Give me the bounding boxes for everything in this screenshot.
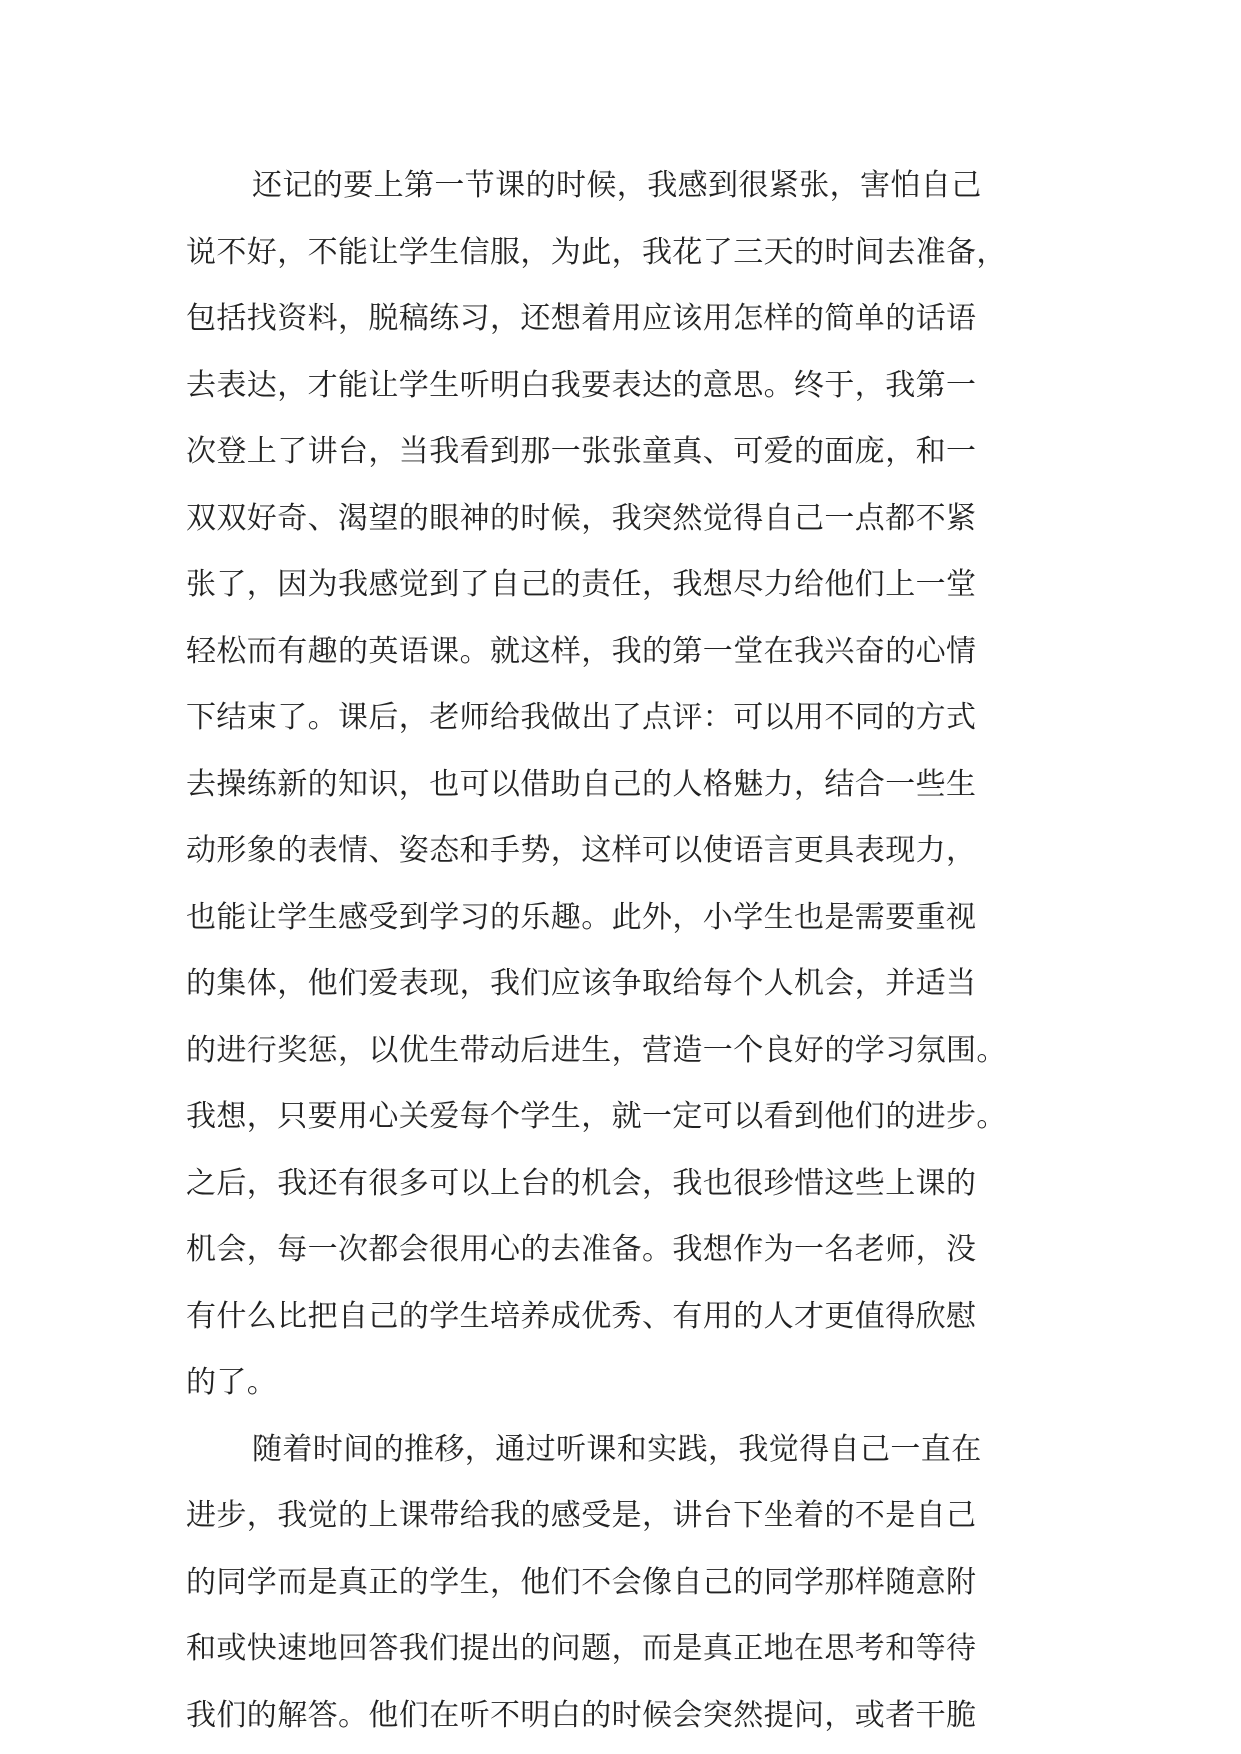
paragraph-1-line-15: 我想，只要用心关爱每个学生，就一定可以看到他们的进步。 bbox=[186, 1099, 1007, 1134]
paragraph-1-line-1: 还记的要上第一节课的时候，我感到很紧张，害怕自己 bbox=[252, 168, 982, 203]
paragraph-1-line-5: 次登上了讲台，当我看到那一张张童真、可爱的面庞，和一 bbox=[186, 434, 977, 469]
paragraph-1-line-16: 之后，我还有很多可以上台的机会，我也很珍惜这些上课的 bbox=[186, 1165, 977, 1201]
paragraph-2-line-5: 我们的解答。他们在听不明白的时候会突然提问，或者干脆 bbox=[186, 1697, 977, 1733]
paragraph-1-line-10: 去操练新的知识，也可以借助自己的人格魅力，结合一些生 bbox=[186, 766, 977, 802]
paragraph-2-line-1: 随着时间的推移，通过听课和实践，我觉得自己一直在 bbox=[252, 1431, 982, 1467]
body-text bbox=[186, 153, 1051, 1749]
paragraph-1-line-19: 的了。 bbox=[186, 1365, 278, 1400]
paragraph-1-line-11: 动形象的表情、姿态和手势，这样可以使语言更具表现力， bbox=[186, 833, 977, 868]
paragraph-2-line-2: 进步，我觉的上课带给我的感受是，讲台下坐着的不是自己 bbox=[186, 1498, 977, 1533]
paragraph-1-line-14: 的进行奖惩，以优生带动后进生，营造一个良好的学习氛围。 bbox=[186, 1032, 1007, 1068]
paragraph-1-line-7: 张了，因为我感觉到了自己的责任，我想尽力给他们上一堂 bbox=[186, 567, 977, 602]
paragraph-1-line-9: 下结束了。课后，老师给我做出了点评：可以用不同的方式 bbox=[186, 700, 977, 735]
paragraph-1-line-13: 的集体，他们爱表现，我们应该争取给每个人机会，并适当 bbox=[186, 966, 977, 1001]
paragraph-1-line-6: 双双好奇、渴望的眼神的时候，我突然觉得自己一点都不紧 bbox=[186, 500, 977, 536]
paragraph-1-line-8: 轻松而有趣的英语课。就这样，我的第一堂在我兴奋的心情 bbox=[186, 633, 977, 669]
paragraph-1-line-4: 去表达，才能让学生听明白我要表达的意思。终于，我第一 bbox=[186, 367, 977, 403]
paragraph-1-line-17: 机会，每一次都会很用心的去准备。我想作为一名老师，没 bbox=[186, 1232, 977, 1267]
paragraph-1-line-12: 也能让学生感受到学习的乐趣。此外，小学生也是需要重视 bbox=[186, 899, 977, 935]
paragraph-2-line-4: 和或快速地回答我们提出的问题，而是真正地在思考和等待 bbox=[186, 1631, 977, 1666]
paragraph-2-line-3: 的同学而是真正的学生，他们不会像自己的同学那样随意附 bbox=[186, 1564, 977, 1600]
paragraph-1-line-2: 说不好，不能让学生信服，为此，我花了三天的时间去准备， bbox=[186, 234, 1007, 270]
paragraph-1-line-3: 包括找资料，脱稿练习，还想着用应该用怎样的简单的话语 bbox=[186, 301, 977, 336]
paragraph-1-line-18: 有什么比把自己的学生培养成优秀、有用的人才更值得欣慰 bbox=[186, 1298, 977, 1334]
